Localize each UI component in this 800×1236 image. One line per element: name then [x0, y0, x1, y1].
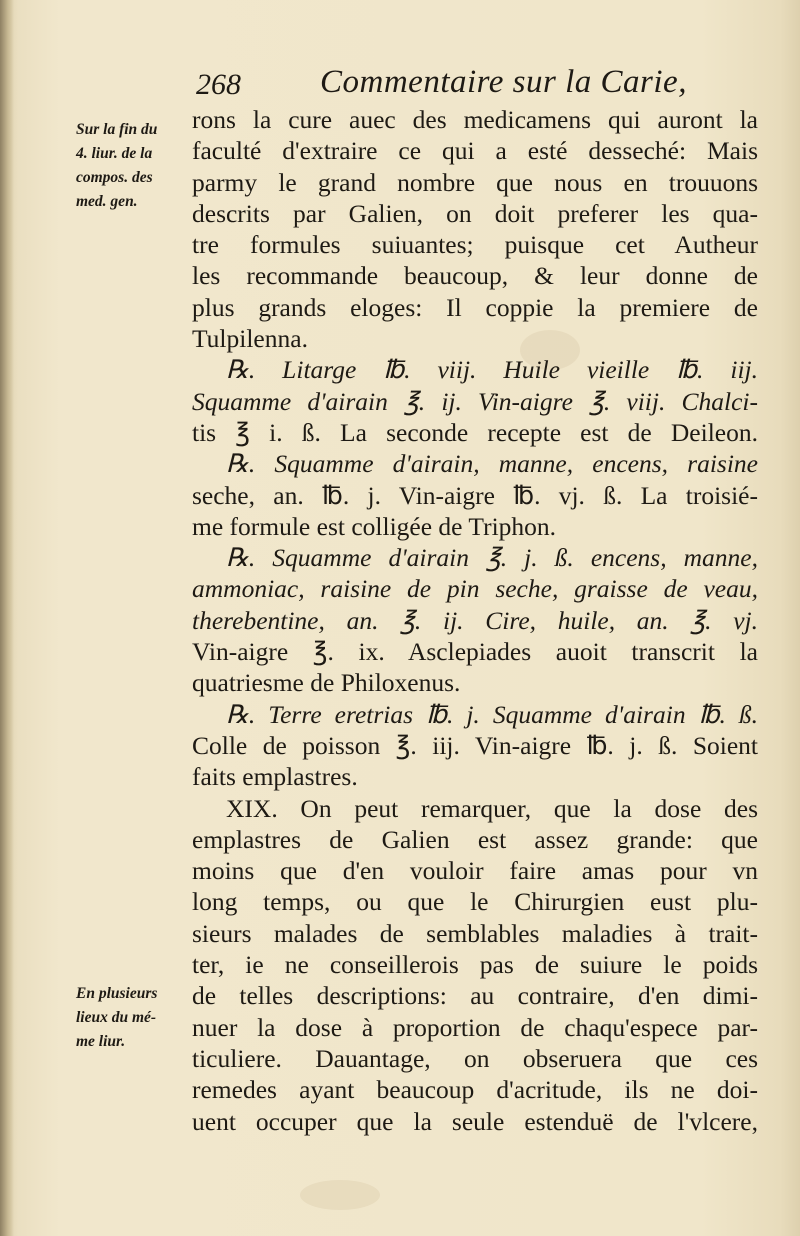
running-title: Commentaire sur la Carie, — [320, 64, 687, 100]
recipe-line: seche, an. ℔. j. Vin-aigre ℔. vj. ß. La troisié- — [192, 480, 758, 510]
spine-shadow — [0, 0, 14, 1236]
recipe-line: Colle de poisson ℥. iij. Vin-aigre ℔. j. ß. Soient — [192, 730, 758, 760]
text-line: quatriesme de Philoxenus. — [192, 668, 461, 698]
margin-note-2 — [76, 982, 186, 1054]
recipe-line: ℞. Terre eretrias ℔. j. Squamme d'airain ℔. ß. — [226, 699, 758, 729]
paper-stain — [300, 1180, 380, 1210]
recipe-line: ℞. Squamme d'airain, manne, encens, raisine — [226, 449, 758, 479]
margin-note-line: compos. des — [76, 169, 153, 186]
text-line: Tulpilenna. — [192, 324, 308, 354]
text-line: de telles descriptions: au contraire, d'en dimi- — [192, 981, 758, 1011]
page-number: 268 — [196, 68, 241, 101]
margin-note-line: med. gen. — [76, 193, 138, 210]
recipe-line: ℞. Litarge ℔. viij. Huile vieille ℔. iij. — [226, 355, 758, 385]
text-line: descrits par Galien, on doit preferer les qua- — [192, 198, 758, 228]
margin-note-1 — [76, 118, 186, 214]
text-line: les recommande beaucoup, & leur donne de — [192, 261, 758, 291]
recipe-line: ammoniac, raisine de pin seche, graisse de veau, — [192, 574, 758, 604]
text-line: me formule est colligée de Triphon. — [192, 511, 557, 541]
text-line: faits emplastres. — [192, 762, 358, 792]
body-text — [192, 104, 758, 1137]
recipe-line: tis ℥ i. ß. La seconde recepte est de Deileon. — [192, 417, 758, 447]
recipe-line: Squamme d'airain ℥. ij. Vin-aigre ℥. viij. Chalci- — [192, 386, 758, 416]
recipe-line: therebentine, an. ℥. ij. Cire, huile, an. ℥. vj. — [192, 605, 758, 635]
recipe-line: ℞. Squamme d'airain ℥. j. ß. encens, manne, — [226, 543, 758, 573]
text-line: remedes ayant beaucoup d'acritude, ils ne doi- — [192, 1075, 758, 1105]
margin-note-line: me liur. — [76, 1033, 126, 1050]
text-line: faculté d'extraire ce qui a esté desseché: Mais — [192, 136, 758, 166]
margin-note-line: 4. liur. de la — [76, 145, 153, 162]
text-line: moins que d'en vouloir faire amas pour vn — [192, 856, 758, 886]
margin-note-line: lieux du mé- — [76, 1009, 157, 1026]
text-line: XIX. On peut remarquer, que la dose des — [226, 793, 758, 823]
text-line: rons la cure auec des medicamens qui auront la — [192, 105, 758, 134]
text-line: plus grands eloges: Il coppie la premiere de — [192, 292, 758, 322]
margin-note-line: Sur la fin du — [76, 121, 158, 138]
margin-note-line: En plusieurs — [76, 985, 158, 1002]
text-line: sieurs malades de semblables maladies à trait- — [192, 918, 758, 948]
text-line: long temps, ou que le Chirurgien eust plu- — [192, 887, 758, 917]
text-line: emplastres de Galien est assez grande: que — [192, 824, 758, 854]
text-line: uent occuper que la seule estenduë de l'vlcere, — [192, 1106, 758, 1136]
text-line: ter, ie ne conseillerois pas de suiure le poids — [192, 950, 758, 980]
recipe-line: Vin-aigre ℥. ix. Asclepiades auoit transcrit la — [192, 637, 758, 667]
text-line: nuer la dose à proportion de chaqu'espece par- — [192, 1012, 758, 1042]
text-line: tre formules suiuantes; puisque cet Autheur — [192, 230, 758, 260]
text-line: parmy le grand nombre que nous en trouuons — [192, 167, 758, 197]
text-line: ticuliere. Dauantage, on obseruera que ces — [192, 1043, 758, 1073]
